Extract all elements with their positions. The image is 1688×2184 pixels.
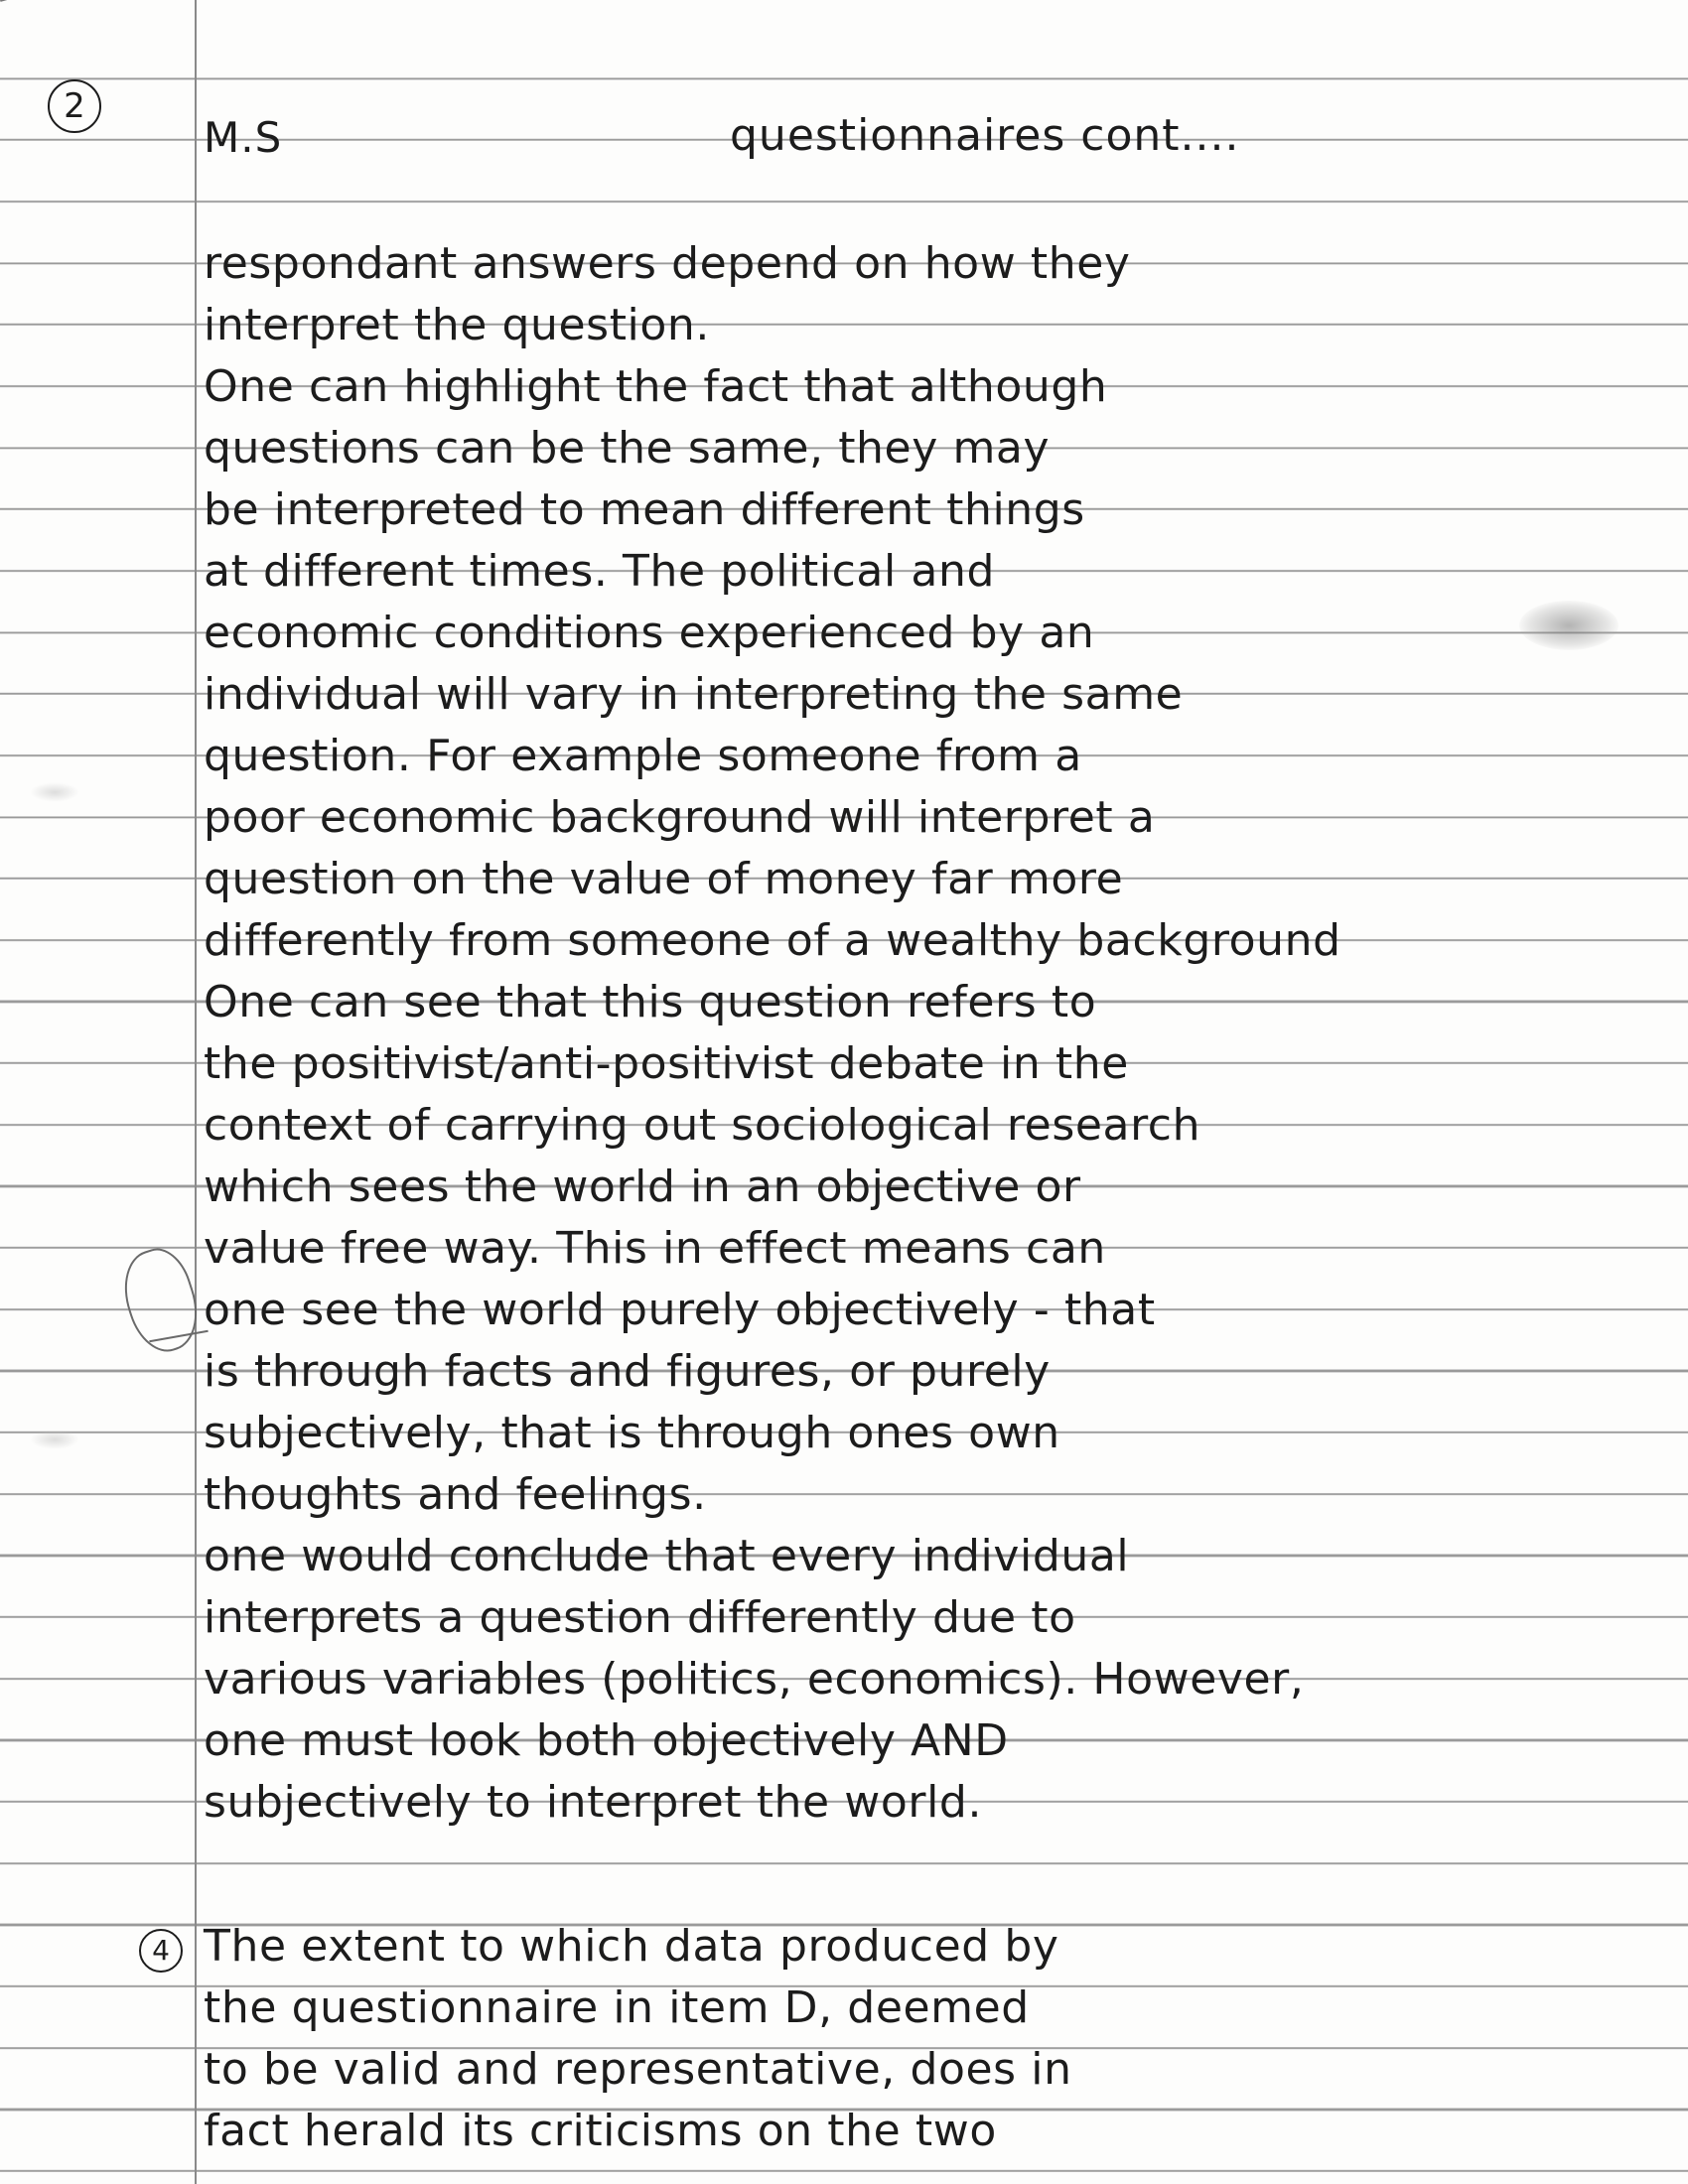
corner-fold-mark <box>0 0 75 31</box>
handwritten-line: differently from someone of a wealthy background <box>204 915 1341 966</box>
handwritten-line: respondant answers depend on how they <box>204 238 1131 289</box>
page-number: 2 <box>48 79 101 133</box>
handwritten-line: poor economic background will interpret a <box>204 792 1156 843</box>
margin-rule <box>195 0 197 2184</box>
handwritten-line: The extent to which data produced by <box>204 1921 1059 1972</box>
handwritten-line: thoughts and feelings. <box>204 1469 707 1520</box>
handwritten-line: be interpreted to mean different things <box>204 484 1085 535</box>
handwritten-line: subjectively, that is through ones own <box>204 1408 1060 1458</box>
handwritten-line: value free way. This in effect means can <box>204 1223 1106 1274</box>
handwritten-line: which sees the world in an objective or <box>204 1161 1081 1212</box>
handwritten-line: the questionnaire in item D, deemed <box>204 1982 1030 2033</box>
handwritten-line: at different times. The political and <box>204 546 995 597</box>
handwritten-line: one see the world purely objectively - that <box>204 1285 1156 1335</box>
handwritten-line: question on the value of money far more <box>204 854 1124 904</box>
handwritten-line: One can highlight the fact that although <box>204 361 1108 412</box>
handwritten-line: question. For example someone from a <box>204 731 1082 781</box>
handwritten-line: fact herald its criticisms on the two <box>204 2106 997 2156</box>
question-4-answer <box>204 1916 1072 2162</box>
question-number: 4 <box>139 1929 183 1973</box>
punch-hole-shadow <box>30 1430 79 1449</box>
author-initials: M.S <box>204 113 283 162</box>
answer-body <box>204 233 1341 1834</box>
ink-smudge <box>1519 601 1618 650</box>
handwritten-line: the positivist/anti-positivist debate in the <box>204 1038 1129 1089</box>
handwritten-line: economic conditions experienced by an <box>204 608 1095 658</box>
handwritten-line: is through facts and figures, or purely <box>204 1346 1051 1397</box>
handwritten-line: one would conclude that every individual <box>204 1531 1130 1581</box>
handwritten-line: individual will vary in interpreting the same <box>204 669 1184 720</box>
handwritten-line: various variables (politics, economics). However, <box>204 1654 1305 1705</box>
page-heading: questionnaires cont.... <box>730 110 1240 161</box>
handwritten-line: interprets a question differently due to <box>204 1592 1076 1643</box>
handwritten-line: one must look both objectively AND <box>204 1715 1009 1766</box>
punch-hole-shadow <box>30 782 79 802</box>
handwritten-line: to be valid and representative, does in <box>204 2044 1072 2095</box>
handwritten-line: questions can be the same, they may <box>204 423 1051 474</box>
handwritten-line: subjectively to interpret the world. <box>204 1777 983 1828</box>
handwritten-line: context of carrying out sociological research <box>204 1100 1201 1151</box>
handwritten-line: One can see that this question refers to <box>204 977 1097 1027</box>
handwritten-line: interpret the question. <box>204 300 710 350</box>
